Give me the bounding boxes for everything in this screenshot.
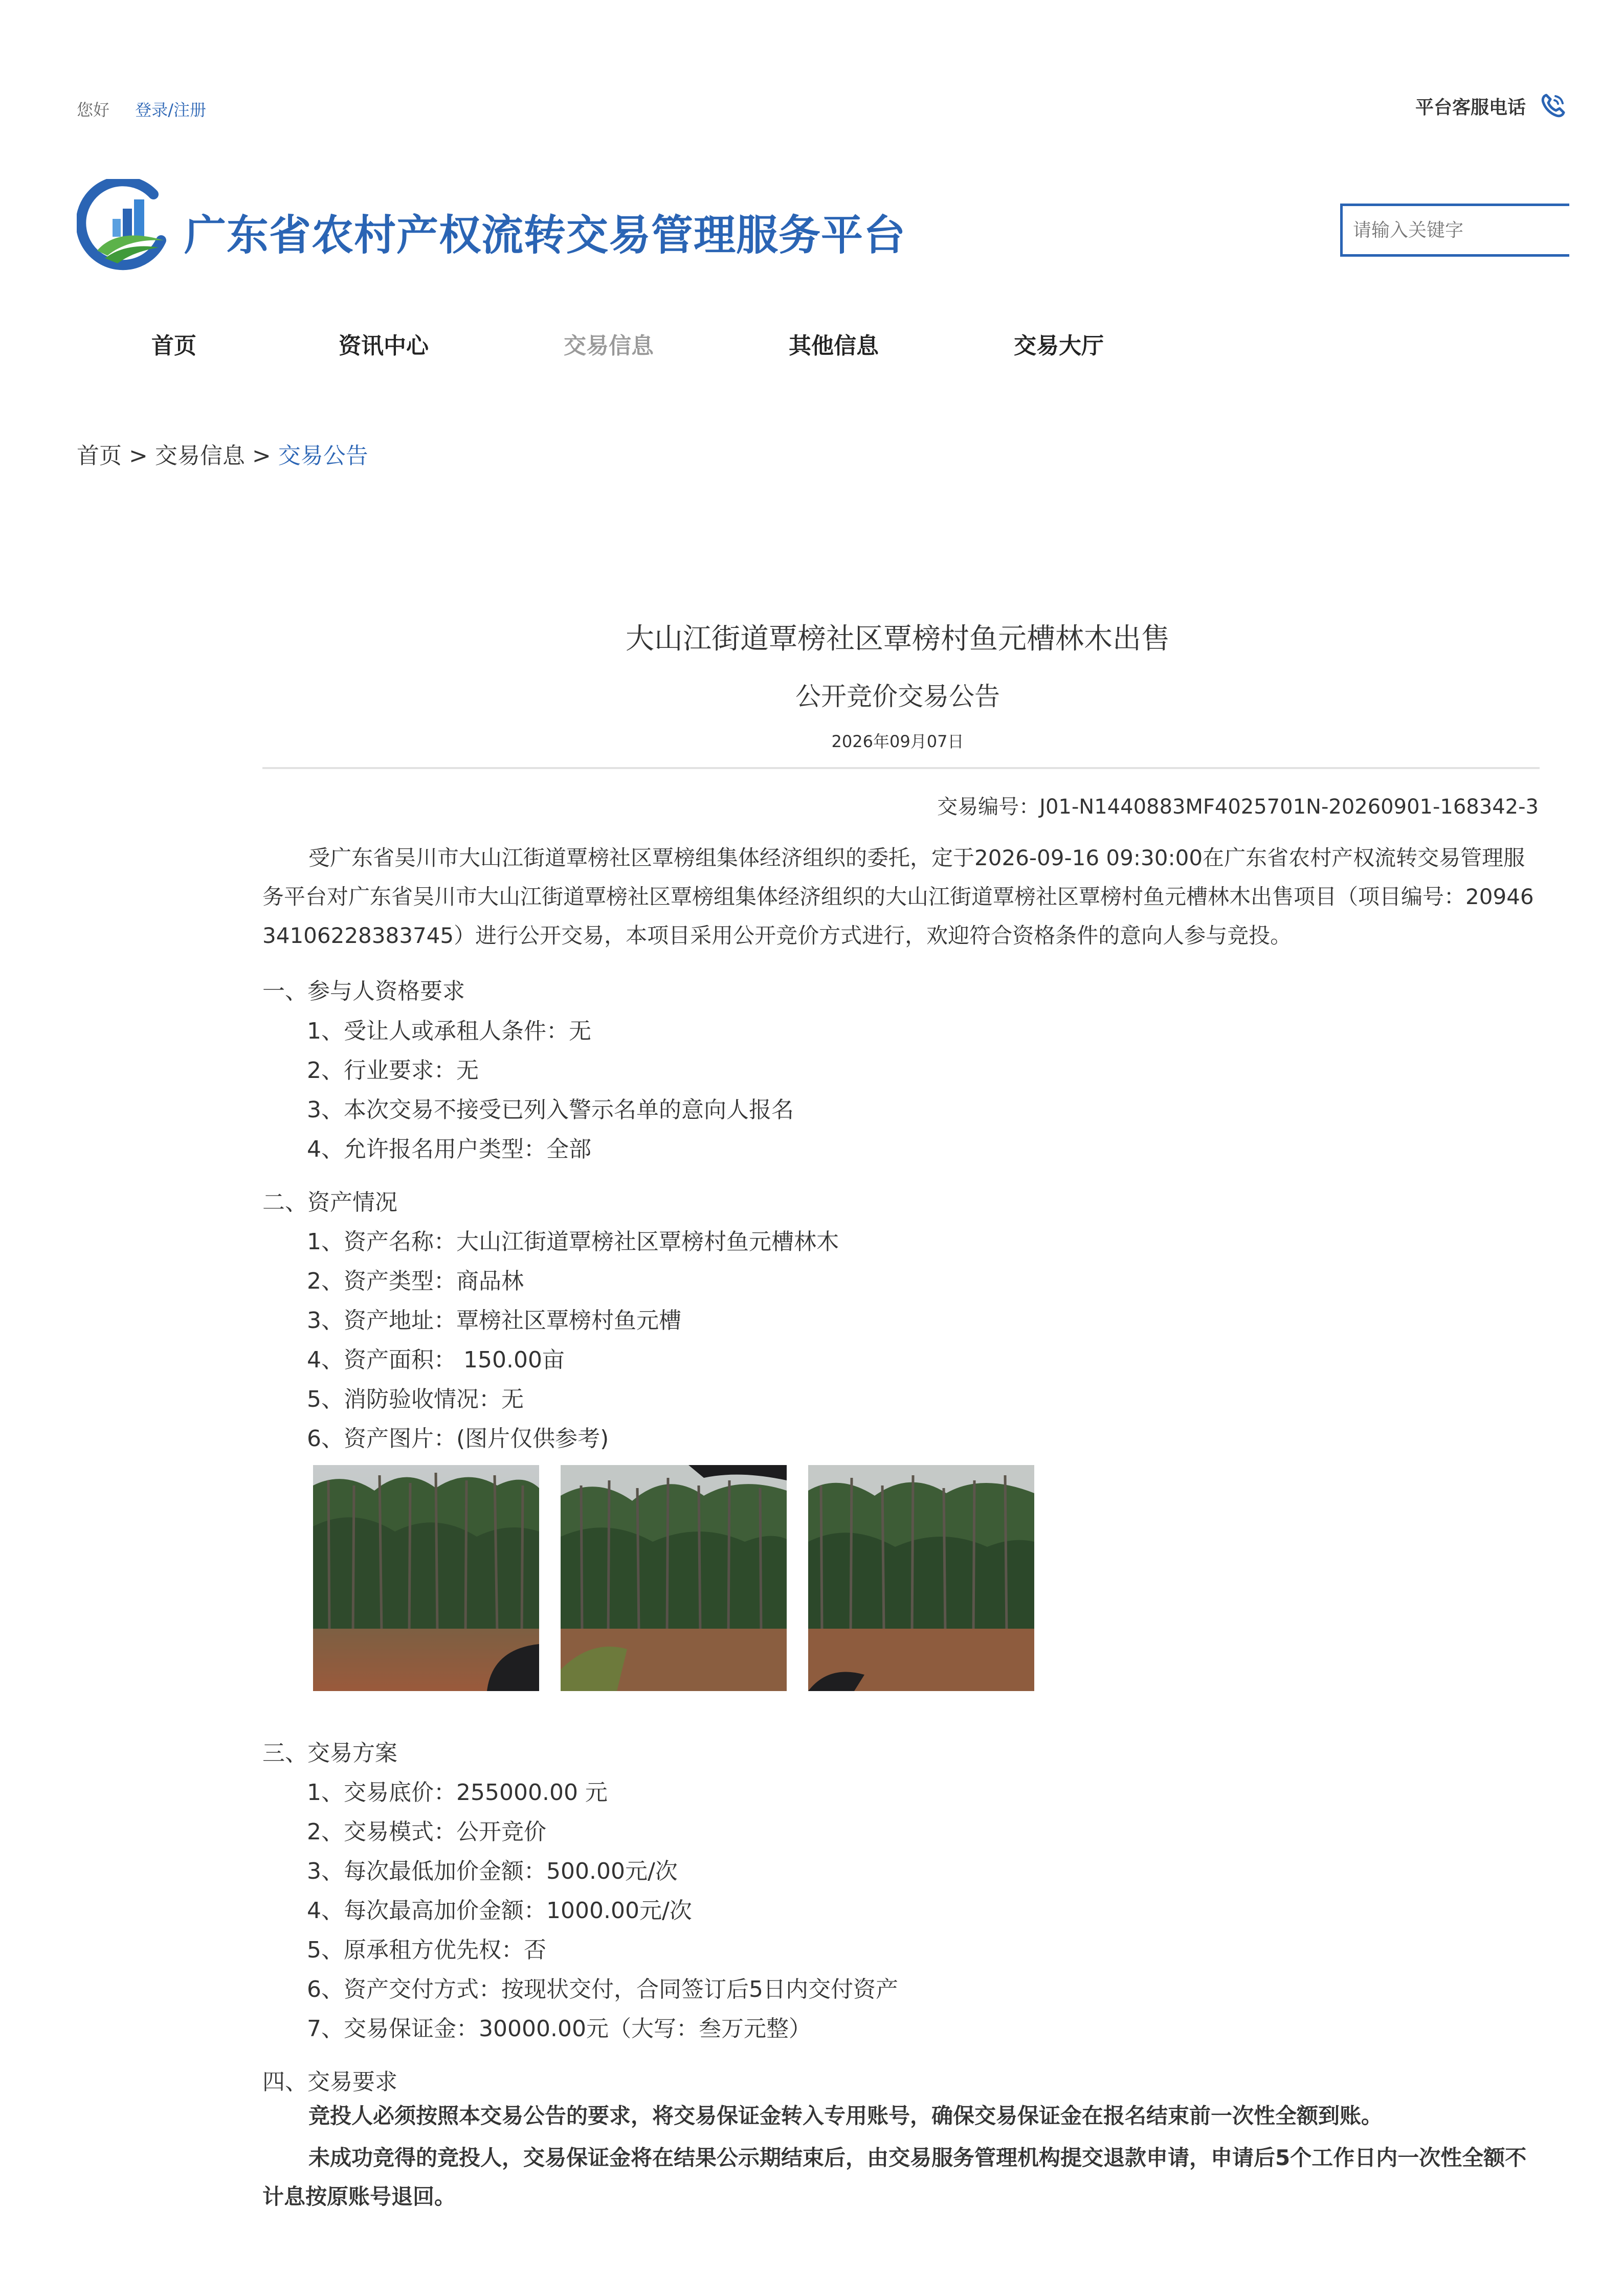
nav-home[interactable]: 首页 [151, 333, 196, 359]
nav-trade-info[interactable]: 交易信息 [564, 333, 654, 359]
list-item: 1、受让人或承租人条件：无 [307, 1018, 591, 1044]
asset-photo[interactable] [313, 1465, 539, 1691]
list-item: 5、原承租方优先权：否 [307, 1937, 546, 1963]
list-item: 4、允许报名用户类型：全部 [307, 1136, 591, 1162]
login-register-link[interactable]: 登录/注册 [135, 100, 206, 120]
list-item: 4、资产面积： 150.00亩 [307, 1347, 565, 1373]
list-item: 1、交易底价：255000.00 元 [307, 1780, 608, 1806]
article-date: 2026年09月07日 [831, 732, 964, 751]
breadcrumb-home[interactable]: 首页 [77, 443, 122, 469]
list-item: 6、资产交付方式：按现状交付，合同签订后5日内交付资产 [307, 1976, 898, 2002]
phone-icon[interactable] [1539, 92, 1567, 120]
article-subtitle: 公开竞价交易公告 [795, 682, 1000, 711]
list-item: 4、每次最高加价金额：1000.00元/次 [307, 1898, 692, 1924]
asset-photo[interactable] [561, 1465, 787, 1691]
asset-photo[interactable] [808, 1465, 1034, 1691]
requirement-paragraph: 竞投人必须按照本交易公告的要求，将交易保证金转入专用账号，确保交易保证金在报名结束前一次性全额到账。 [308, 2103, 1383, 2128]
section-heading: 二、资产情况 [262, 1189, 397, 1215]
platform-logo-icon [77, 179, 174, 276]
list-item: 3、本次交易不接受已列入警示名单的意向人报名 [307, 1097, 794, 1123]
list-item: 3、每次最低加价金额：500.00元/次 [307, 1858, 678, 1884]
article-title: 大山江街道覃榜社区覃榜村鱼元槽林木出售 [626, 622, 1170, 656]
nav-other-info[interactable]: 其他信息 [789, 333, 879, 359]
list-item: 6、资产图片：(图片仅供参考) [307, 1426, 609, 1452]
search-input[interactable] [1340, 204, 1569, 257]
nav-news-center[interactable]: 资讯中心 [339, 333, 429, 359]
breadcrumb-separator: > [252, 443, 271, 469]
requirement-paragraph: 未成功竞得的竞投人，交易保证金将在结果公示期结束后，由交易服务管理机构提交退款申请，申请后5个工作日内一次性全额不计息按原账号退回。 [262, 2145, 1527, 2209]
main-nav [77, 327, 1171, 360]
breadcrumb [77, 437, 368, 470]
breadcrumb-trade-info[interactable]: 交易信息 [154, 443, 245, 469]
list-item: 2、交易模式：公开竞价 [307, 1819, 546, 1845]
article-intro: 受广东省吴川市大山江街道覃榜社区覃榜组集体经济组织的委托，定于2026-09-16 09:30:00在广东省农村产权流转交易管理服务平台对广东省吴川市大山江街道覃榜社区覃榜组集体经济组织的大山江街道覃榜社区覃榜村鱼元槽林木出售项目（项目编号：2094634106228383745）进行公开交易，本项目采用公开竞价方式进行，欢迎符合资格条件的意向人参与竞投。 [262, 845, 1534, 948]
section-heading: 一、参与人资格要求 [262, 978, 465, 1004]
list-item: 2、资产类型：商品林 [307, 1268, 524, 1294]
list-item: 1、资产名称：大山江街道覃榜社区覃榜村鱼元槽林木 [307, 1229, 839, 1255]
top-greeting-bar [77, 97, 206, 121]
nav-trade-hall[interactable]: 交易大厅 [1014, 333, 1104, 359]
divider [262, 767, 1540, 769]
list-item: 2、行业要求：无 [307, 1057, 479, 1084]
trade-code: 交易编号：J01-N1440883MF4025701N-20260901-168342-3 [937, 795, 1539, 819]
list-item: 7、交易保证金：30000.00元（大写：叁万元整） [307, 2016, 811, 2042]
breadcrumb-current[interactable]: 交易公告 [278, 443, 368, 469]
list-item: 3、资产地址：覃榜社区覃榜村鱼元槽 [307, 1308, 681, 1334]
section-heading: 四、交易要求 [262, 2069, 397, 2095]
hotline [1415, 92, 1567, 120]
list-item: 5、消防验收情况：无 [307, 1386, 524, 1412]
section-heading: 三、交易方案 [262, 1740, 397, 1766]
breadcrumb-separator: > [129, 443, 148, 469]
platform-brand-title[interactable]: 广东省农村产权流转交易管理服务平台 [184, 211, 906, 260]
hotline-label: 平台客服电话 [1415, 97, 1526, 118]
greeting-text: 您好 [77, 100, 110, 120]
